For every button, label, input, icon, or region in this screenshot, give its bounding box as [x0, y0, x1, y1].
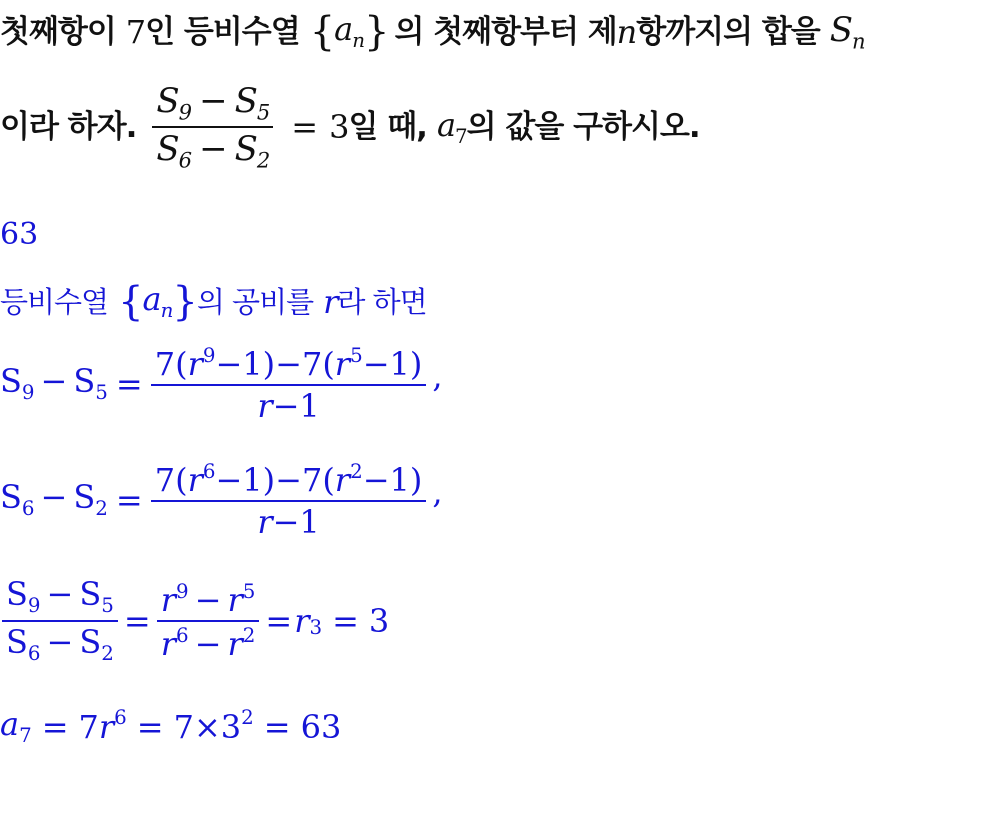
equals-sign: =: [291, 108, 318, 147]
coefficient: 7: [78, 707, 99, 746]
final-result: 63: [300, 707, 342, 746]
equation-s6-s2: [0, 460, 443, 541]
calculation: 7×3: [173, 707, 242, 746]
left-brace: {: [118, 279, 143, 325]
common-ratio: r: [323, 283, 338, 321]
question-text: 첫째항이: [0, 13, 116, 50]
question-text: 일 때,: [348, 108, 427, 145]
left-brace: {: [309, 9, 335, 55]
question-text: 의 값을 구하시오.: [466, 108, 700, 145]
fraction: [2, 575, 118, 665]
given-fraction: [152, 81, 273, 173]
equation-ratio: [0, 575, 390, 665]
equation-lhs: $S_6 - S_2$: [0, 478, 108, 520]
fraction-numerator: $S_9 - S_5$: [6, 575, 114, 617]
equals-sign: =: [115, 364, 143, 403]
question-text: 항까지의 합을: [636, 13, 820, 50]
sequence-term: $a_n$: [334, 10, 364, 53]
ratio-variable: r: [98, 707, 115, 746]
exponent: 6: [114, 706, 127, 729]
partial-sum-symbol: $S_n$: [829, 9, 865, 54]
equals-sign: =: [263, 707, 291, 746]
question-text: 인 등비수열: [145, 13, 300, 50]
fraction-denominator: $S_6 - S_2$: [6, 622, 114, 665]
fraction-denominator: $S_6 - S_2$: [156, 129, 270, 173]
answer-value: 63: [0, 217, 39, 252]
equals-sign: =: [123, 601, 151, 640]
question-line-1: [0, 9, 865, 55]
question-line-2: [0, 81, 700, 173]
sequence-term: $a_n$: [142, 280, 173, 323]
comma: ,: [432, 356, 443, 395]
target-term: $a_7$: [436, 105, 467, 148]
solution-text: 등비수열: [0, 284, 109, 319]
fraction-numerator: $7(r^6-1)-7(r^2-1)$: [154, 460, 423, 499]
fraction-numerator: $r^9 - r^5$: [160, 579, 256, 619]
first-term-value: 7: [125, 13, 146, 51]
equals-sign: =: [115, 480, 143, 519]
given-value: 3: [329, 108, 349, 147]
fraction: [157, 579, 260, 663]
solution-text: 라 하면: [337, 284, 427, 319]
exponent: 2: [241, 706, 254, 729]
equals-sign: =: [136, 707, 164, 746]
equation-lhs: $S_9 - S_5$: [0, 362, 108, 404]
fraction: [151, 344, 427, 425]
ratio-variable: r: [294, 601, 310, 640]
solution-line-1: [0, 279, 427, 325]
exponent: 3: [309, 616, 323, 639]
comma: ,: [432, 472, 443, 511]
fraction-numerator: $S_9 - S_5$: [156, 81, 270, 125]
fraction-denominator: r−1: [257, 502, 320, 541]
target-term: $a_7$: [0, 705, 32, 747]
fraction-denominator: r−1: [257, 386, 320, 425]
right-brace: }: [172, 279, 197, 325]
fraction-denominator: $r^6 - r^2$: [160, 623, 256, 663]
fraction-numerator: $7(r^9-1)-7(r^5-1)$: [154, 344, 423, 383]
right-brace: }: [364, 9, 389, 55]
solution-text: 의 공비를: [196, 284, 314, 319]
equation-a7: [0, 705, 342, 747]
equals-sign: =: [332, 601, 359, 640]
variable-n: n: [616, 13, 637, 51]
equation-s9-s5: [0, 344, 443, 425]
equals-sign: =: [265, 601, 293, 640]
question-text: 이라 하자.: [0, 108, 137, 145]
equals-sign: =: [41, 707, 69, 746]
ratio-result: 3: [368, 601, 390, 640]
fraction: [151, 460, 427, 541]
question-text: 의 첫째항부터 제: [394, 13, 617, 50]
